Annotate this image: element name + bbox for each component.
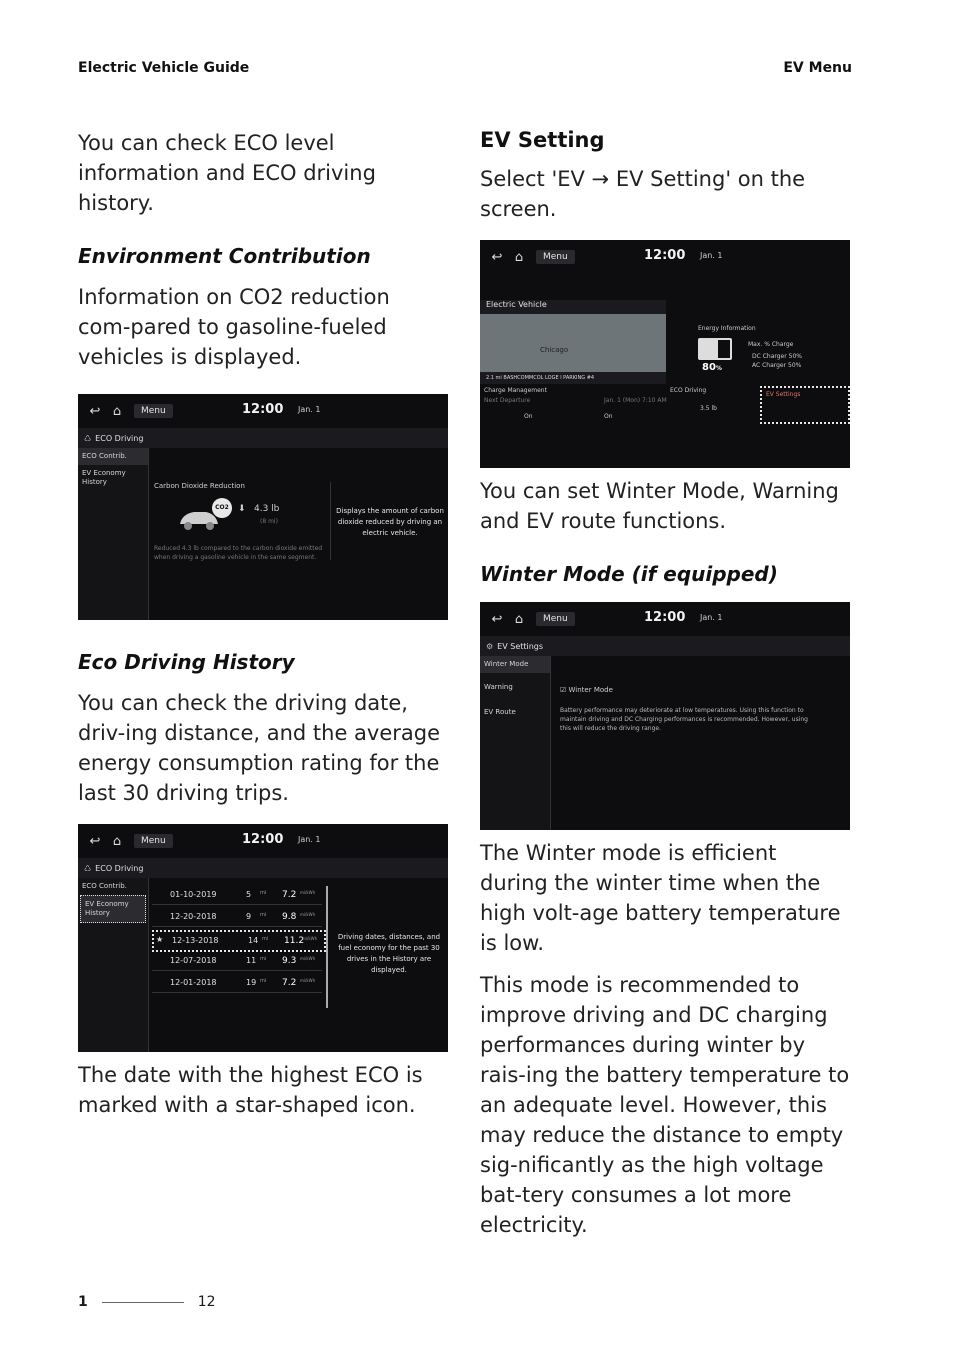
screen-title-bar [78, 428, 448, 448]
callout-text: Displays the amount of carbon dioxide reduced by driving an electric vehicle. [336, 507, 444, 537]
star-icon-note: The date with the highest ECO is marked with a star-shaped icon. [78, 1063, 423, 1117]
back-icon: ↩ [89, 403, 101, 419]
clock-time: 12:00 [644, 610, 686, 625]
eco-driving-label: ECO Driving [670, 387, 707, 394]
history-eco: 9.3 [282, 956, 297, 966]
screen-divider [550, 656, 551, 830]
table-row [152, 930, 326, 952]
eco-history-screenshot [78, 824, 448, 1052]
clock-time: 12:00 [242, 402, 284, 417]
checkbox-icon: ☑ [560, 686, 567, 694]
charge-management: Charge Management [484, 387, 547, 394]
eco-icon: ♺ [84, 863, 92, 873]
back-icon: ↩ [491, 611, 503, 627]
clock-time: 12:00 [242, 832, 284, 847]
energy-info-title: Energy Information [698, 325, 756, 332]
table-row [152, 952, 322, 971]
checkbox-label: Winter Mode [568, 686, 613, 694]
screen-topbar [78, 824, 448, 858]
left-column [78, 128, 448, 1138]
history-eco-unit: mi/kWh [300, 912, 316, 917]
history-date: 12-07-2018 [170, 956, 217, 965]
ac-charger: AC Charger 50% [752, 362, 802, 369]
back-icon: ↩ [89, 833, 101, 849]
screen-title: ECO Driving [95, 863, 144, 873]
history-date: 12-13-2018 [172, 936, 219, 945]
screen-topbar [480, 240, 850, 274]
sidebar-item-winter-mode: Winter Mode [480, 656, 550, 673]
environment-contribution-text: Information on CO2 reduction com-pared to gasoline-fueled vehicles is displayed. [78, 285, 390, 369]
screen-divider [148, 448, 149, 620]
history-eco-unit: mi/kWh [300, 978, 316, 983]
eco-driving-value: 3.5 lb [700, 405, 717, 412]
winter-mode-description: Battery performance may deteriorate at low temperatures. Using this function to maintain driving and DC Charging performances is recommended. However, using this will reduce the driving range. [560, 707, 808, 732]
sidebar-item-ev-route: EV Route [484, 708, 516, 716]
ev-setting-heading: EV Setting [480, 128, 605, 152]
home-icon: ⌂ [514, 249, 524, 265]
environment-contribution-heading: Environment Contribution [78, 244, 371, 268]
winter-mode-text-1: The Winter mode is efficient during the winter time when the high volt-age battery temperature is low. [480, 841, 841, 955]
battery-value [702, 362, 722, 373]
history-scrollbar [326, 886, 328, 1008]
history-eco: 9.8 [282, 912, 297, 922]
callout-divider [330, 482, 331, 560]
screen-title-bar [78, 858, 448, 878]
ev-main-screenshot [480, 240, 850, 468]
winter-mode-screenshot [480, 602, 850, 830]
clock-date: Jan. 1 [700, 251, 723, 260]
back-icon: ↩ [491, 249, 503, 265]
chapter-number: 1 [78, 1294, 88, 1310]
page-number: 12 [197, 1294, 216, 1310]
footer-rule [102, 1302, 184, 1303]
winter-mode-text-2: This mode is recommended to improve driving and DC charging performances during winter by rais-ing the battery temperature to an adequate level. However, this may reduce the distance to empty sig-nificantly as the high voltage bat-tery consumes a lot more electricity. [480, 973, 850, 1237]
down-arrow-icon: ⬇ [238, 504, 246, 514]
screen-divider [148, 878, 149, 1052]
history-date: 12-01-2018 [170, 978, 217, 987]
home-icon: ⌂ [112, 403, 122, 419]
history-distance: 14 [248, 936, 259, 945]
menu-button: Menu [536, 250, 575, 264]
menu-button: Menu [536, 612, 575, 626]
clock-date: Jan. 1 [298, 405, 321, 414]
clock-time: 12:00 [644, 248, 686, 263]
next-departure-time: Jan. 1 (Mon) 7:10 AM [604, 397, 667, 404]
screen-title-bar [480, 636, 850, 656]
screen-title: ECO Driving [95, 433, 144, 443]
panel-title: Carbon Dioxide Reduction [154, 482, 245, 490]
history-eco: 7.2 [282, 978, 297, 988]
history-distance: 5 [246, 890, 252, 899]
screen-sidebar [78, 878, 148, 1052]
eco-icon: ♺ [84, 433, 92, 443]
next-departure: Next Departure [484, 397, 531, 404]
co2-value: 4.3 lb [254, 504, 280, 514]
table-row [152, 974, 322, 993]
running-header-right: EV Menu [783, 60, 852, 76]
right-column [480, 128, 850, 1258]
screen-topbar [78, 394, 448, 428]
history-distance-unit: mi [260, 956, 267, 962]
history-distance-unit: mi [260, 978, 267, 984]
history-date: 12-20-2018 [170, 912, 217, 921]
sidebar-item-eco-contrib: ECO Contrib. [82, 882, 127, 890]
menu-button: Menu [134, 834, 173, 848]
departure-on: On [524, 413, 533, 420]
ev-title: Electric Vehicle [480, 300, 666, 314]
intro-paragraph: You can check ECO level information and ECO driving history. [78, 131, 376, 215]
ev-settings-label: EV Settings [766, 391, 801, 398]
max-charge-label: Max. % Charge [748, 341, 794, 348]
history-distance: 9 [246, 912, 252, 921]
history-distance-unit: mi [260, 912, 267, 918]
gear-icon: ⚙ [486, 641, 494, 651]
screen-topbar [480, 602, 850, 636]
clock-date: Jan. 1 [298, 835, 321, 844]
ev-setting-note: You can set Winter Mode, Warning and EV route functions. [480, 479, 839, 533]
co2-unit: (8 mi) [260, 518, 278, 525]
history-distance: 19 [246, 978, 257, 987]
table-row [152, 886, 322, 905]
running-header-left: Electric Vehicle Guide [78, 60, 250, 76]
battery-percent: 80 [702, 362, 716, 373]
history-distance-unit: mi [260, 890, 267, 896]
callout-text: Driving dates, distances, and fuel economy for the past 30 drives in the History are displayed. [332, 932, 446, 976]
menu-button: Menu [134, 404, 173, 418]
history-eco-unit: mi/kWh [302, 936, 318, 941]
climate-on: On [604, 413, 613, 420]
history-eco-unit: mi/kWh [300, 956, 316, 961]
home-icon: ⌂ [514, 611, 524, 627]
eco-driving-history-text: You can check the driving date, driv-ing distance, and the average energy consumption rating for the last 30 driving trips. [78, 691, 441, 805]
home-icon: ⌂ [112, 833, 122, 849]
ev-settings-highlight [760, 386, 850, 424]
history-date: 01-10-2019 [170, 890, 217, 899]
sidebar-item-ev-economy-history: EV Economy History [80, 895, 146, 923]
screen-title: EV Settings [497, 641, 544, 651]
ev-setting-text: Select 'EV → EV Setting' on the screen. [480, 167, 806, 221]
battery-icon [698, 338, 732, 360]
clock-date: Jan. 1 [700, 613, 723, 622]
history-distance: 11 [246, 956, 257, 965]
history-eco: 7.2 [282, 890, 297, 900]
star-icon: ★ [156, 935, 164, 944]
winter-mode-checkbox [560, 686, 613, 694]
sidebar-item-warning: Warning [484, 683, 513, 691]
screen-sidebar [78, 448, 148, 620]
map-route-info: 2.1 mi BASHCOMMCOL LOGE l PARKING #4 [480, 372, 666, 384]
winter-mode-heading: Winter Mode (if equipped) [480, 562, 778, 586]
eco-contrib-screenshot [78, 394, 448, 620]
history-eco: 11.2 [284, 936, 305, 946]
table-row [152, 908, 322, 927]
page-footer [78, 1294, 216, 1310]
sidebar-item-eco-contrib: ECO Contrib. [78, 448, 148, 465]
co2-footnote: Reduced 4.3 lb compared to the carbon dioxide emitted when driving a gasoline vehicle in the same segment. [154, 545, 323, 561]
dc-charger: DC Charger 50% [752, 353, 802, 360]
history-eco-unit: mi/kWh [300, 890, 316, 895]
sidebar-item-ev-economy-history: EV Economy History [82, 469, 126, 486]
history-distance-unit: mi [262, 936, 269, 942]
battery-unit: % [715, 365, 722, 372]
co2-badge: CO2 [212, 498, 232, 518]
map-city: Chicago [540, 346, 569, 354]
screen-sidebar [480, 656, 550, 830]
map-panel [480, 300, 666, 384]
eco-driving-history-heading: Eco Driving History [78, 650, 295, 674]
